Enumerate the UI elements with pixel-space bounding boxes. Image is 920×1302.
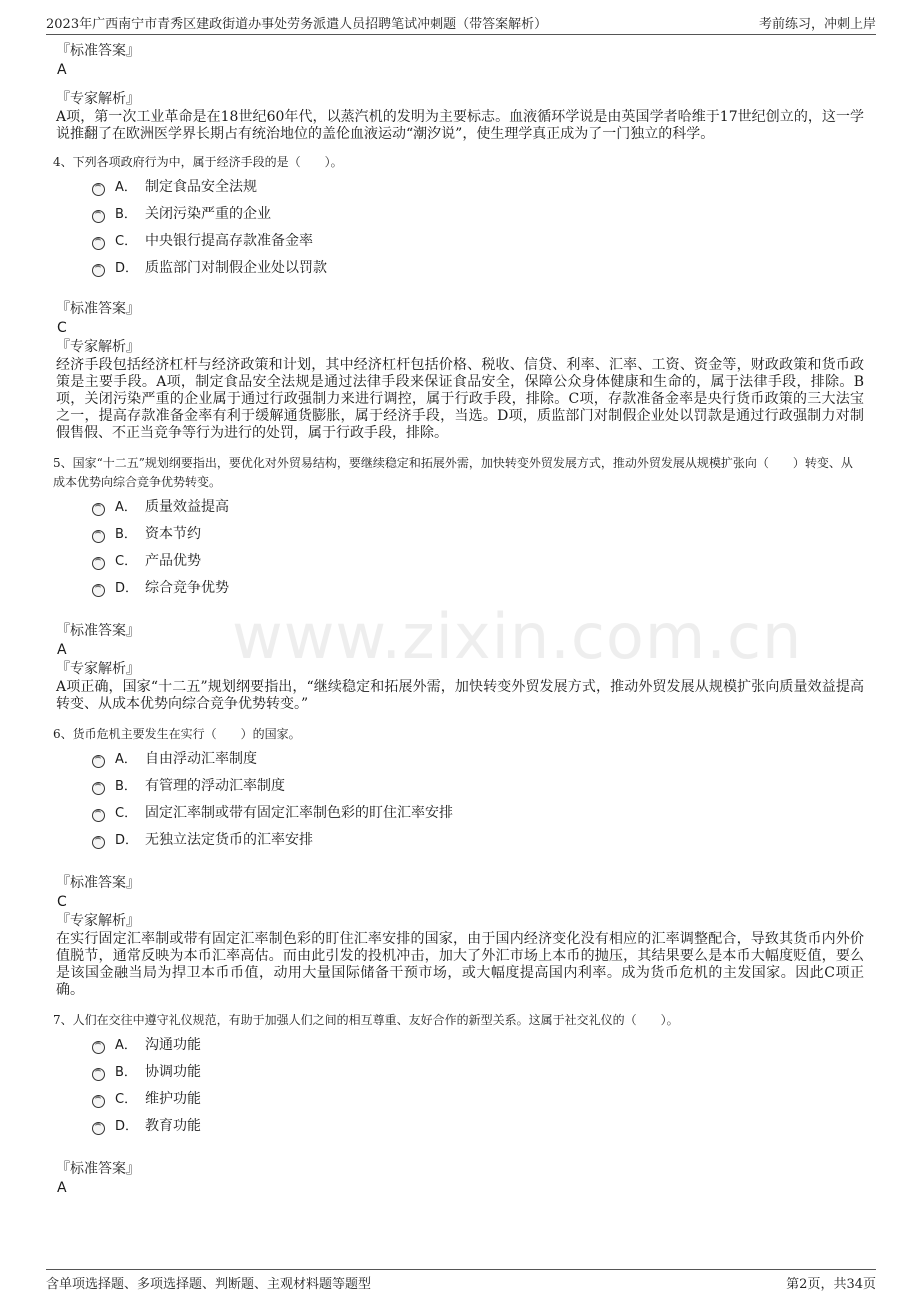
option-letter: A． bbox=[115, 752, 137, 767]
answer-label: 『标准答案』 bbox=[56, 875, 140, 891]
option-d[interactable] bbox=[92, 573, 864, 600]
analysis-label: 『专家解析』 bbox=[56, 661, 140, 677]
option-a[interactable] bbox=[92, 492, 864, 519]
footer-question-types: 含单项选择题、多项选择题、判断题、主观材料题等题型 bbox=[46, 1277, 372, 1292]
question-item bbox=[53, 725, 864, 999]
option-text: 制定食品安全法规 bbox=[145, 178, 257, 195]
option-letter: D． bbox=[115, 261, 139, 276]
option-letter: D． bbox=[115, 833, 139, 848]
analysis-text: A项正确，国家“十二五”规划纲要指出，“继续稳定和拓展外需，加快转变外贸发展方式，推动外贸发展从规模扩张向质量效益提高转变、从成本优势向综合竞争优势转变。” bbox=[56, 679, 864, 712]
page-footer bbox=[46, 1269, 876, 1294]
answer-value: A bbox=[57, 642, 67, 658]
option-d[interactable] bbox=[92, 1111, 864, 1138]
radio-icon[interactable] bbox=[92, 1041, 105, 1054]
option-text: 质量效益提高 bbox=[145, 498, 229, 515]
option-text: 维护功能 bbox=[145, 1090, 201, 1107]
option-text: 协调功能 bbox=[145, 1063, 201, 1080]
analysis-label: 『专家解析』 bbox=[56, 91, 140, 107]
radio-icon[interactable] bbox=[92, 557, 105, 570]
analysis-label: 『专家解析』 bbox=[56, 339, 140, 355]
option-text: 中央银行提高存款准备金率 bbox=[145, 232, 313, 249]
option-letter: A． bbox=[115, 180, 137, 195]
option-b[interactable] bbox=[92, 771, 864, 798]
question-stem: 4、下列各项政府行为中，属于经济手段的是（ ）。 bbox=[53, 155, 343, 169]
analysis-text: 在实行固定汇率制或带有固定汇率制色彩的盯住汇率安排的国家，由于国内经济变化没有相应的汇率调整配合，导致其货币内外价值脱节，通常反映为本币汇率高估。而由此引发的投机冲击，加大了外汇市场上本币的抛压，其结果要么是本币大幅度贬值，要么是该国金融当局为捍卫本币币值，动用大量国际储备干预市场，或大幅度提高国内利率。成为货币危机的主发国家。因此C项正确。 bbox=[56, 931, 864, 998]
option-a[interactable] bbox=[92, 172, 864, 199]
radio-icon[interactable] bbox=[92, 809, 105, 822]
option-d[interactable] bbox=[92, 253, 864, 280]
radio-icon[interactable] bbox=[92, 782, 105, 795]
answer-label: 『标准答案』 bbox=[56, 301, 140, 317]
option-d[interactable] bbox=[92, 825, 864, 852]
option-list bbox=[92, 1030, 864, 1138]
option-letter: C． bbox=[115, 1092, 138, 1107]
analysis-label: 『专家解析』 bbox=[56, 913, 140, 929]
option-text: 无独立法定货币的汇率安排 bbox=[145, 831, 313, 848]
option-letter: A． bbox=[115, 500, 137, 515]
option-text: 关闭污染严重的企业 bbox=[145, 205, 271, 222]
option-letter: D． bbox=[115, 1119, 139, 1134]
answer-label: 『标准答案』 bbox=[56, 623, 140, 639]
radio-icon[interactable] bbox=[92, 1095, 105, 1108]
option-list bbox=[92, 492, 864, 600]
option-c[interactable] bbox=[92, 226, 864, 253]
option-text: 固定汇率制或带有固定汇率制色彩的盯住汇率安排 bbox=[145, 804, 453, 821]
watermark: www.zixin.com.cn bbox=[232, 600, 803, 673]
radio-icon[interactable] bbox=[92, 264, 105, 277]
option-text: 资本节约 bbox=[145, 525, 201, 542]
option-letter: C． bbox=[115, 234, 138, 249]
question-stem: 5、国家“十二五”规划纲要指出，要优化对外贸易结构，要继续稳定和拓展外需，加快转变外贸发展方式，推动外贸发展从规模扩张向（ ）转变、从成本优势向综合竞争优势转变。 bbox=[53, 456, 853, 489]
answer-label: 『标准答案』 bbox=[56, 43, 140, 59]
answer-block bbox=[56, 42, 864, 80]
option-letter: A． bbox=[115, 1038, 137, 1053]
question-item bbox=[53, 153, 864, 442]
question-item bbox=[53, 1011, 864, 1198]
option-a[interactable] bbox=[92, 744, 864, 771]
page-content bbox=[53, 42, 864, 1198]
answer-value: C bbox=[57, 320, 67, 336]
option-c[interactable] bbox=[92, 546, 864, 573]
radio-icon[interactable] bbox=[92, 210, 105, 223]
option-letter: B． bbox=[115, 527, 137, 542]
option-list bbox=[92, 172, 864, 280]
option-text: 质监部门对制假企业处以罚款 bbox=[145, 259, 327, 276]
option-letter: D． bbox=[115, 581, 139, 596]
option-b[interactable] bbox=[92, 519, 864, 546]
option-b[interactable] bbox=[92, 1057, 864, 1084]
analysis-block bbox=[56, 90, 864, 143]
option-text: 综合竞争优势 bbox=[145, 579, 229, 596]
question-item bbox=[53, 454, 864, 713]
question-stem: 6、货币危机主要发生在实行（ ）的国家。 bbox=[53, 727, 301, 741]
radio-icon[interactable] bbox=[92, 1068, 105, 1081]
page-header bbox=[46, 10, 876, 35]
page-number: 第2页，共34页 bbox=[786, 1277, 876, 1292]
option-letter: C． bbox=[115, 554, 138, 569]
header-slogan: 考前练习，冲刺上岸 bbox=[758, 17, 876, 32]
option-text: 沟通功能 bbox=[145, 1036, 201, 1053]
option-c[interactable] bbox=[92, 798, 864, 825]
question-stem: 7、人们在交往中遵守礼仪规范，有助于加强人们之间的相互尊重、友好合作的新型关系。这属于社交礼仪的（ ）。 bbox=[53, 1013, 679, 1027]
option-letter: B． bbox=[115, 779, 137, 794]
analysis-text: 经济手段包括经济杠杆与经济政策和计划，其中经济杠杆包括价格、税收、信贷、利率、汇率、工资、资金等，财政政策和货币政策是主要手段。A项，制定食品安全法规是通过法律手段来保证食品安全，保障公众身体健康和生命的，属于法律手段，排除。B项，关闭污染严重的企业属于通过行政强制力来进行调控，属于行政手段，排除。C项，存款准备金率是央行货币政策的三大法宝之一，提高存款准备金率有利于缓解通货膨胀，属于经济手段，当选。D项，质监部门对制假企业处以罚款是通过行政强制力对制假售假、不正当竞争等行为进行的处罚，属于行政手段，排除。 bbox=[56, 357, 864, 441]
option-a[interactable] bbox=[92, 1030, 864, 1057]
option-letter: C． bbox=[115, 806, 138, 821]
radio-icon[interactable] bbox=[92, 503, 105, 516]
radio-icon[interactable] bbox=[92, 237, 105, 250]
answer-label: 『标准答案』 bbox=[56, 1161, 140, 1177]
radio-icon[interactable] bbox=[92, 183, 105, 196]
radio-icon[interactable] bbox=[92, 836, 105, 849]
radio-icon[interactable] bbox=[92, 584, 105, 597]
radio-icon[interactable] bbox=[92, 1122, 105, 1135]
option-b[interactable] bbox=[92, 199, 864, 226]
option-text: 自由浮动汇率制度 bbox=[145, 750, 257, 767]
option-text: 有管理的浮动汇率制度 bbox=[145, 777, 285, 794]
document-title: 2023年广西南宁市青秀区建政街道办事处劳务派遣人员招聘笔试冲刺题（带答案解析） bbox=[46, 17, 548, 32]
radio-icon[interactable] bbox=[92, 530, 105, 543]
option-text: 教育功能 bbox=[145, 1117, 201, 1134]
answer-value: A bbox=[57, 62, 67, 78]
radio-icon[interactable] bbox=[92, 755, 105, 768]
option-list bbox=[92, 744, 864, 852]
option-c[interactable] bbox=[92, 1084, 864, 1111]
answer-value: C bbox=[57, 894, 67, 910]
analysis-text: A项，第一次工业革命是在18世纪60年代，以蒸汽机的发明为主要标志。血液循环学说是由英国学者哈维于17世纪创立的，这一学说推翻了在欧洲医学界长期占有统治地位的盖伦血液运动“潮汐说”，使生理学真正成为了一门独立的科学。 bbox=[56, 109, 864, 142]
option-letter: B． bbox=[115, 1065, 137, 1080]
answer-value: A bbox=[57, 1180, 67, 1196]
option-letter: B． bbox=[115, 207, 137, 222]
option-text: 产品优势 bbox=[145, 552, 201, 569]
